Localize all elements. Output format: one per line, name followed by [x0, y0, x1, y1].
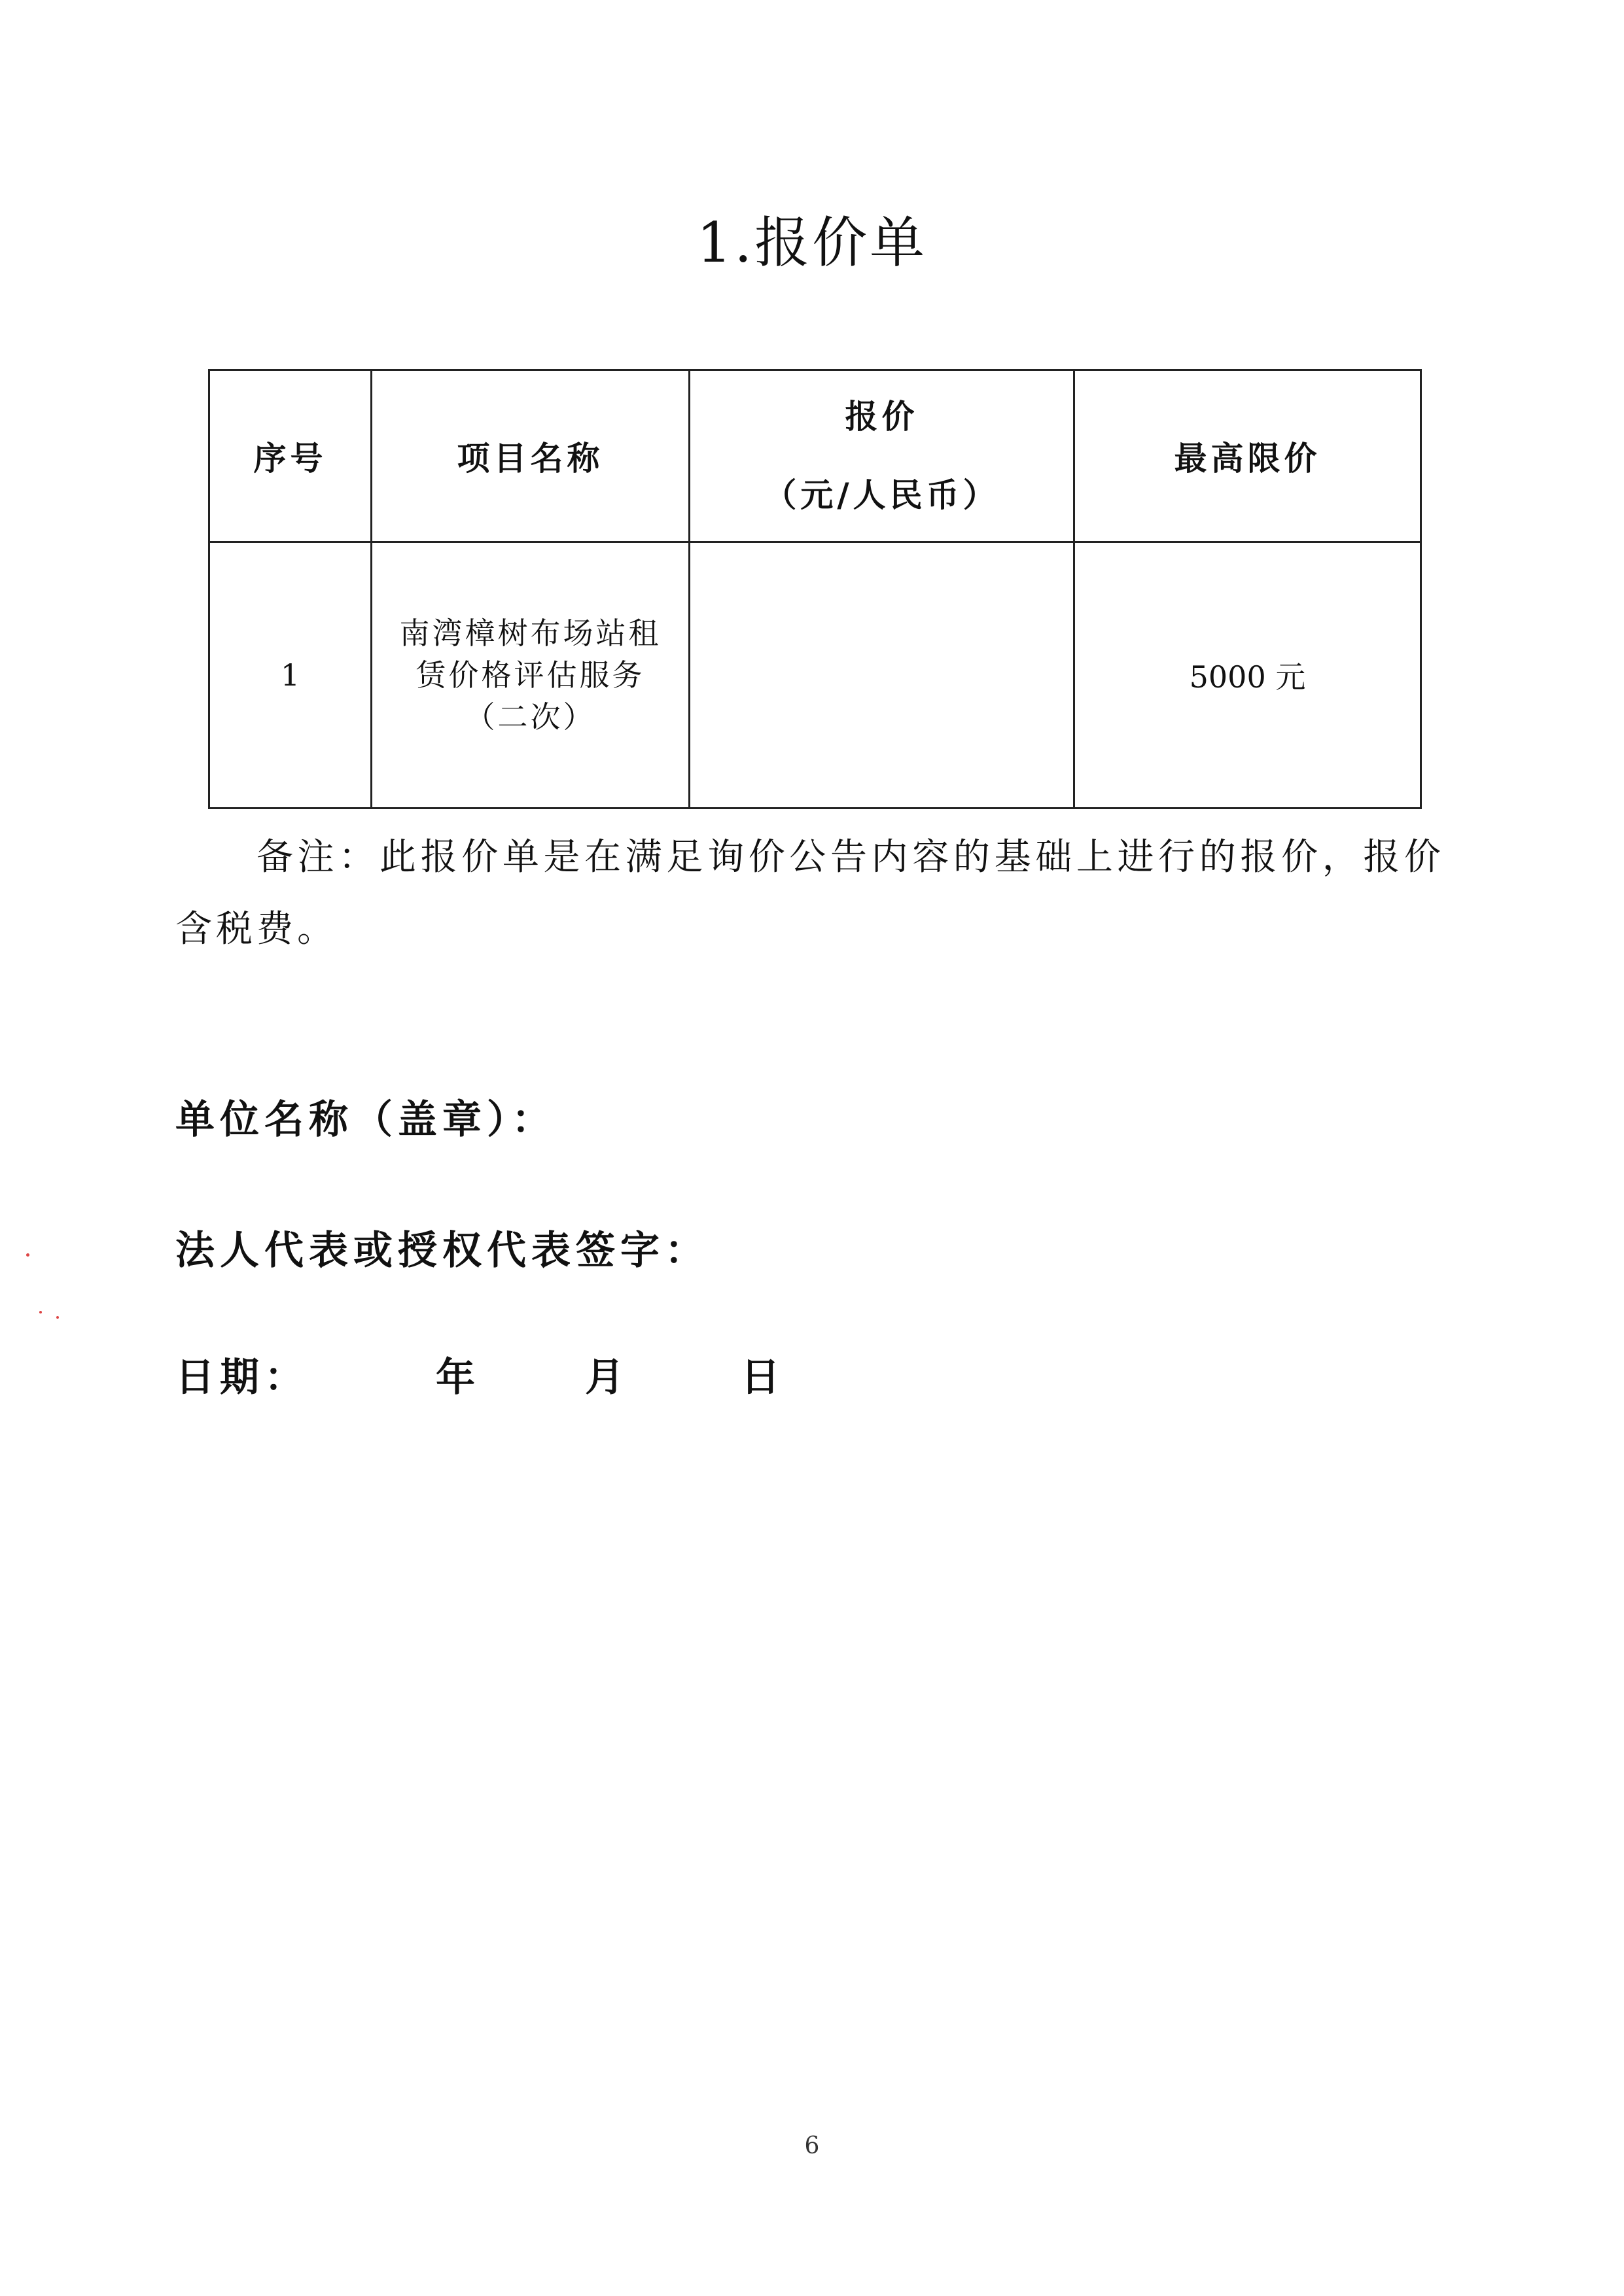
document-title: 1.报价单 — [696, 211, 928, 275]
date-year: 年 — [436, 1355, 480, 1400]
project-name-text: 南湾樟树布场站租赁价格评估服务（二次） — [399, 616, 662, 735]
header-max-price: 最高限价 — [1074, 370, 1421, 542]
date-day: 日 — [741, 1355, 785, 1400]
cell-project-name — [372, 542, 690, 809]
header-quote-label: 报价 — [845, 398, 919, 436]
cell-index: 1 — [209, 542, 372, 809]
header-quote — [690, 370, 1074, 542]
table-header-row — [209, 370, 1421, 542]
scan-speck — [26, 1253, 29, 1257]
scan-speck — [56, 1316, 59, 1319]
company-name-field: 单位名称（盖章）： — [175, 1097, 556, 1143]
quote-table — [208, 369, 1422, 809]
header-quote-unit: （元/人民币） — [764, 476, 1000, 514]
header-project-name: 项目名称 — [372, 370, 690, 542]
scan-speck — [39, 1311, 42, 1313]
date-month: 月 — [585, 1355, 629, 1400]
signature-field: 法人代表或授权代表签字： — [175, 1228, 709, 1274]
header-index: 序号 — [209, 370, 372, 542]
date-label: 日期： — [175, 1355, 309, 1400]
cell-quote-input[interactable] — [690, 542, 1074, 809]
table-row — [209, 542, 1421, 809]
date-field — [175, 1351, 830, 1404]
page-number: 6 — [804, 2132, 820, 2159]
cell-max-price: 5000 元 — [1074, 542, 1421, 809]
note-paragraph: 备注：此报价单是在满足询价公告内容的基础上进行的报价，报价含税费。 — [175, 836, 1445, 950]
